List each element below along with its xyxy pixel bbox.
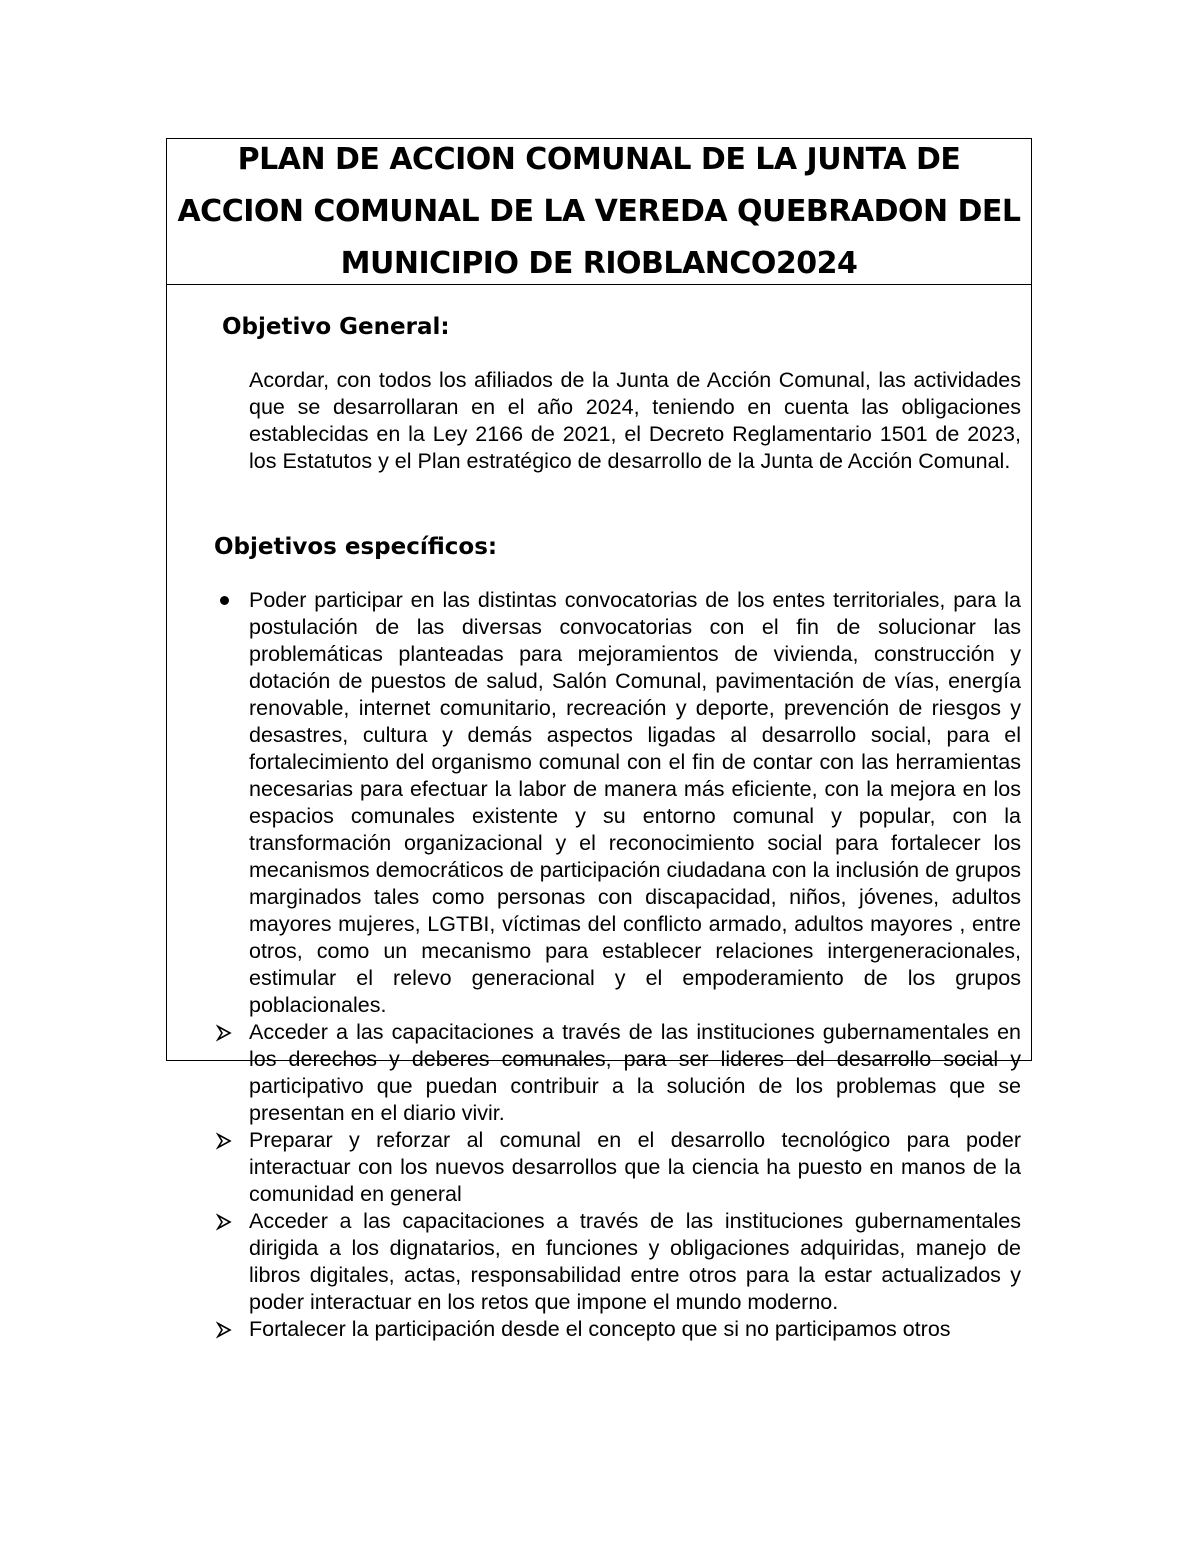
arrow-bullet-icon bbox=[214, 1019, 234, 1046]
arrow-bullet-icon bbox=[214, 1316, 234, 1343]
document-table-frame bbox=[166, 138, 1032, 1341]
objective-item-text: Preparar y reforzar al comunal en el desarrollo tecnológico para poder interactuar con los nuevos desarrollos que la ciencia ha puesto en manos de la comunidad en general bbox=[249, 1128, 1021, 1206]
general-objective-text: Acordar, con todos los afiliados de la Junta de Acción Comunal, las actividades que se desarrollaran en el año 2024, teniendo en cuenta las obligaciones establecidas en la Ley 2166 de 2021, el Decreto Reglamentario 1501 de 2023, los Estatutos y el Plan estratégico de desarrollo de la Junta de Acción Comunal. bbox=[249, 368, 1021, 473]
objective-item-text: Acceder a las capacitaciones a través de las instituciones gubernamentales en los derechos y deberes comunales, para ser lideres del desarrollo social y participativo que puedan contribuir a la solución de los problemas que se presentan en el diario vivir. bbox=[249, 1020, 1021, 1125]
bullet-dot-icon bbox=[214, 587, 234, 614]
title-cell bbox=[167, 139, 1031, 285]
arrow-bullet-icon bbox=[214, 1208, 234, 1235]
specific-objectives-heading: Objetivos específicos: bbox=[214, 534, 498, 560]
objective-item-text: Poder participar en las distintas convocatorias de los entes territoriales, para la postulación de las diversas convocatorias con el fin de solucionar las problemáticas planteadas para mejoramientos de vivienda, construcción y dotación de puestos de salud, Salón Comunal, pavimentación de vías, energía renovable, internet comunitario, recreación y deporte, prevención de riesgos y desastres, cultura y demás aspectos ligadas al desarrollo social, para el fortalecimiento del organismo comunal con el fin de contar con las herramientas necesarias para efectuar la labor de manera más eficiente, con la mejora en los espacios comunales existente y su entorno comunal y popular, con la transformación organizacional y el reconocimiento social para fortalecer los mecanismos democráticos de participación ciudadana con la inclusión de grupos marginados tales como personas con discapacidad, niños, jóvenes, adultos mayores mujeres, LGTBI, víctimas del conflicto armado, adultos mayores , entre otros, como un mecanismo para establecer relaciones intergeneracionales, estimular el relevo generacional y el empoderamiento de los grupos poblacionales. bbox=[249, 588, 1021, 1017]
general-objective-heading: Objetivo General: bbox=[222, 314, 450, 340]
objective-item bbox=[167, 1208, 1021, 1316]
objective-item-text: Fortalecer la participación desde el concepto que si no participamos otros bbox=[249, 1317, 951, 1341]
specific-objectives-list bbox=[167, 587, 1031, 1343]
objective-item bbox=[167, 1019, 1021, 1127]
objective-item bbox=[167, 587, 1021, 1019]
objective-item bbox=[167, 1316, 1021, 1343]
document-title: PLAN DE ACCION COMUNAL DE LA JUNTA DE ACCION COMUNAL DE LA VEREDA QUEBRADON DEL MUNICIPIO DE RIOBLANCO2024 bbox=[177, 141, 1021, 281]
objective-item-text: Acceder a las capacitaciones a través de las instituciones gubernamentales dirigida a los dignatarios, en funciones y obligaciones adquiridas, manejo de libros digitales, actas, responsabilidad entre otros para la estar actualizados y poder interactuar en los retos que impone el mundo moderno. bbox=[249, 1209, 1021, 1314]
arrow-bullet-icon bbox=[214, 1127, 234, 1154]
objective-item bbox=[167, 1127, 1021, 1208]
